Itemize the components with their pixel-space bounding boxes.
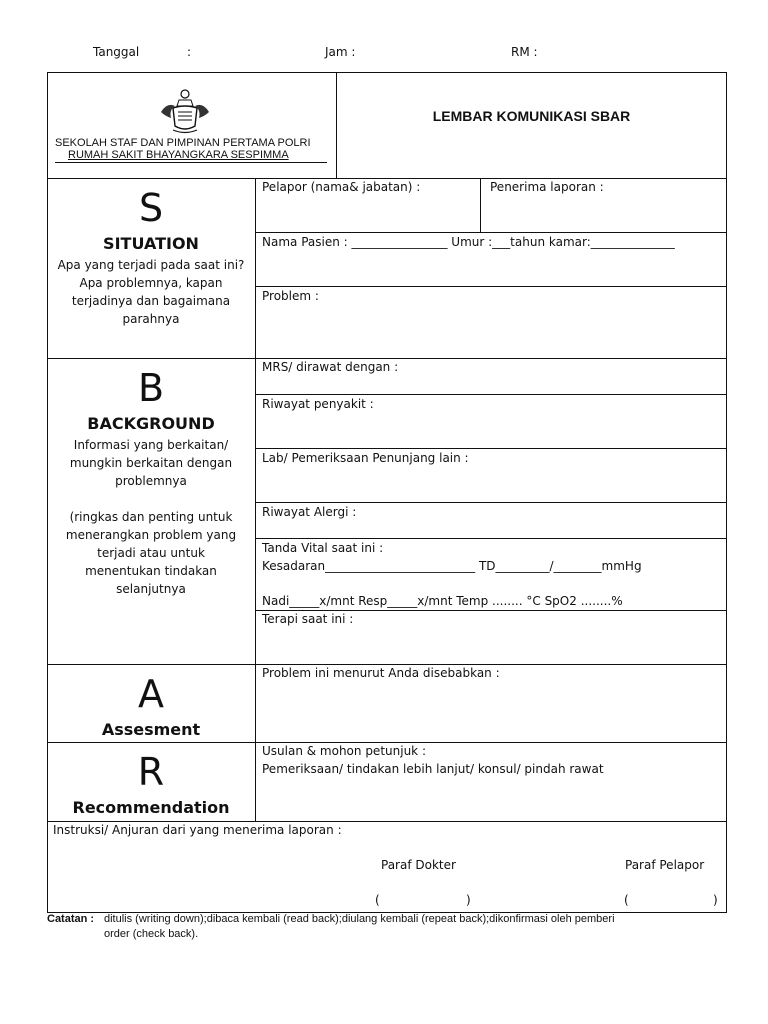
tanggal-colon: : bbox=[187, 45, 192, 59]
paraf-dokter-signature-close[interactable]: ) bbox=[466, 893, 471, 907]
hospital-name: RUMAH SAKIT BHAYANGKARA SESPIMMA bbox=[68, 149, 289, 161]
catatan-label: Catatan : bbox=[47, 913, 95, 925]
rm-label: RM : bbox=[511, 45, 538, 59]
pelapor-field[interactable]: Pelapor (nama& jabatan) : bbox=[262, 180, 421, 194]
lab-field[interactable]: Lab/ Pemeriksaan Penunjang lain : bbox=[262, 451, 469, 465]
terapi-field[interactable]: Terapi saat ini : bbox=[262, 612, 354, 626]
background-letter: B bbox=[137, 366, 165, 410]
situation-description: Apa yang terjadi pada saat ini? Apa problemnya, kapan terjadinya dan bagaimana parahnya bbox=[57, 258, 245, 326]
situation-letter: S bbox=[138, 186, 164, 230]
tanda-vital-label: Tanda Vital saat ini : bbox=[262, 541, 384, 555]
kesadaran-td-field[interactable]: Kesadaran_________________________ TD_________/________mmHg bbox=[262, 559, 642, 573]
problem-cause-field[interactable]: Problem ini menurut Anda disebabkan : bbox=[262, 666, 500, 680]
paraf-pelapor-signature-close[interactable]: ) bbox=[713, 893, 718, 907]
paraf-dokter-label: Paraf Dokter bbox=[381, 858, 456, 872]
institution-name: SEKOLAH STAF DAN PIMPINAN PERTAMA POLRI bbox=[55, 137, 311, 149]
mrs-field[interactable]: MRS/ dirawat dengan : bbox=[262, 360, 399, 374]
penerima-field[interactable]: Penerima laporan : bbox=[490, 180, 604, 194]
assesment-heading: Assesment bbox=[101, 720, 201, 739]
tanggal-label: Tanggal bbox=[93, 45, 140, 59]
jam-label: Jam : bbox=[325, 45, 356, 59]
nama-pasien-field[interactable]: Nama Pasien : ________________ Umur :___tahun kamar:______________ bbox=[262, 235, 675, 249]
form-title: LEMBAR KOMUNIKASI SBAR bbox=[432, 108, 631, 124]
pemeriksaan-field[interactable]: Pemeriksaan/ tindakan lebih lanjut/ konsul/ pindah rawat bbox=[262, 762, 604, 776]
recommendation-letter: R bbox=[137, 750, 165, 794]
background-heading: BACKGROUND bbox=[87, 414, 215, 433]
instruksi-field[interactable]: Instruksi/ Anjuran dari yang menerima laporan : bbox=[53, 823, 342, 837]
riwayat-alergi-field[interactable]: Riwayat Alergi : bbox=[262, 505, 357, 519]
problem-field[interactable]: Problem : bbox=[262, 289, 319, 303]
paraf-pelapor-label: Paraf Pelapor bbox=[625, 858, 705, 872]
paraf-dokter-signature-open[interactable]: ( bbox=[375, 893, 380, 907]
riwayat-penyakit-field[interactable]: Riwayat penyakit : bbox=[262, 397, 374, 411]
recommendation-heading: Recommendation bbox=[72, 798, 230, 817]
paraf-pelapor-signature-open[interactable]: ( bbox=[624, 893, 629, 907]
police-emblem-icon bbox=[159, 86, 211, 136]
catatan-text-line1: ditulis (writing down);dibaca kembali (read back);diulang kembali (repeat back);dikonfirmasi oleh pemberi bbox=[104, 913, 615, 925]
catatan-text-line2: order (check back). bbox=[104, 928, 199, 940]
assesment-letter: A bbox=[138, 672, 164, 716]
background-note: (ringkas dan penting untuk menerangkan problem yang terjadi atau untuk menentukan tindakan selanjutnya bbox=[65, 510, 237, 596]
nadi-resp-temp-field[interactable]: Nadi_____x/mnt Resp_____x/mnt Temp ........ °C SpO2 ........% bbox=[262, 594, 623, 608]
situation-heading: SITUATION bbox=[103, 234, 199, 253]
usulan-field[interactable]: Usulan & mohon petunjuk : bbox=[262, 744, 426, 758]
background-description: Informasi yang berkaitan/ mungkin berkaitan dengan problemnya bbox=[69, 438, 233, 488]
